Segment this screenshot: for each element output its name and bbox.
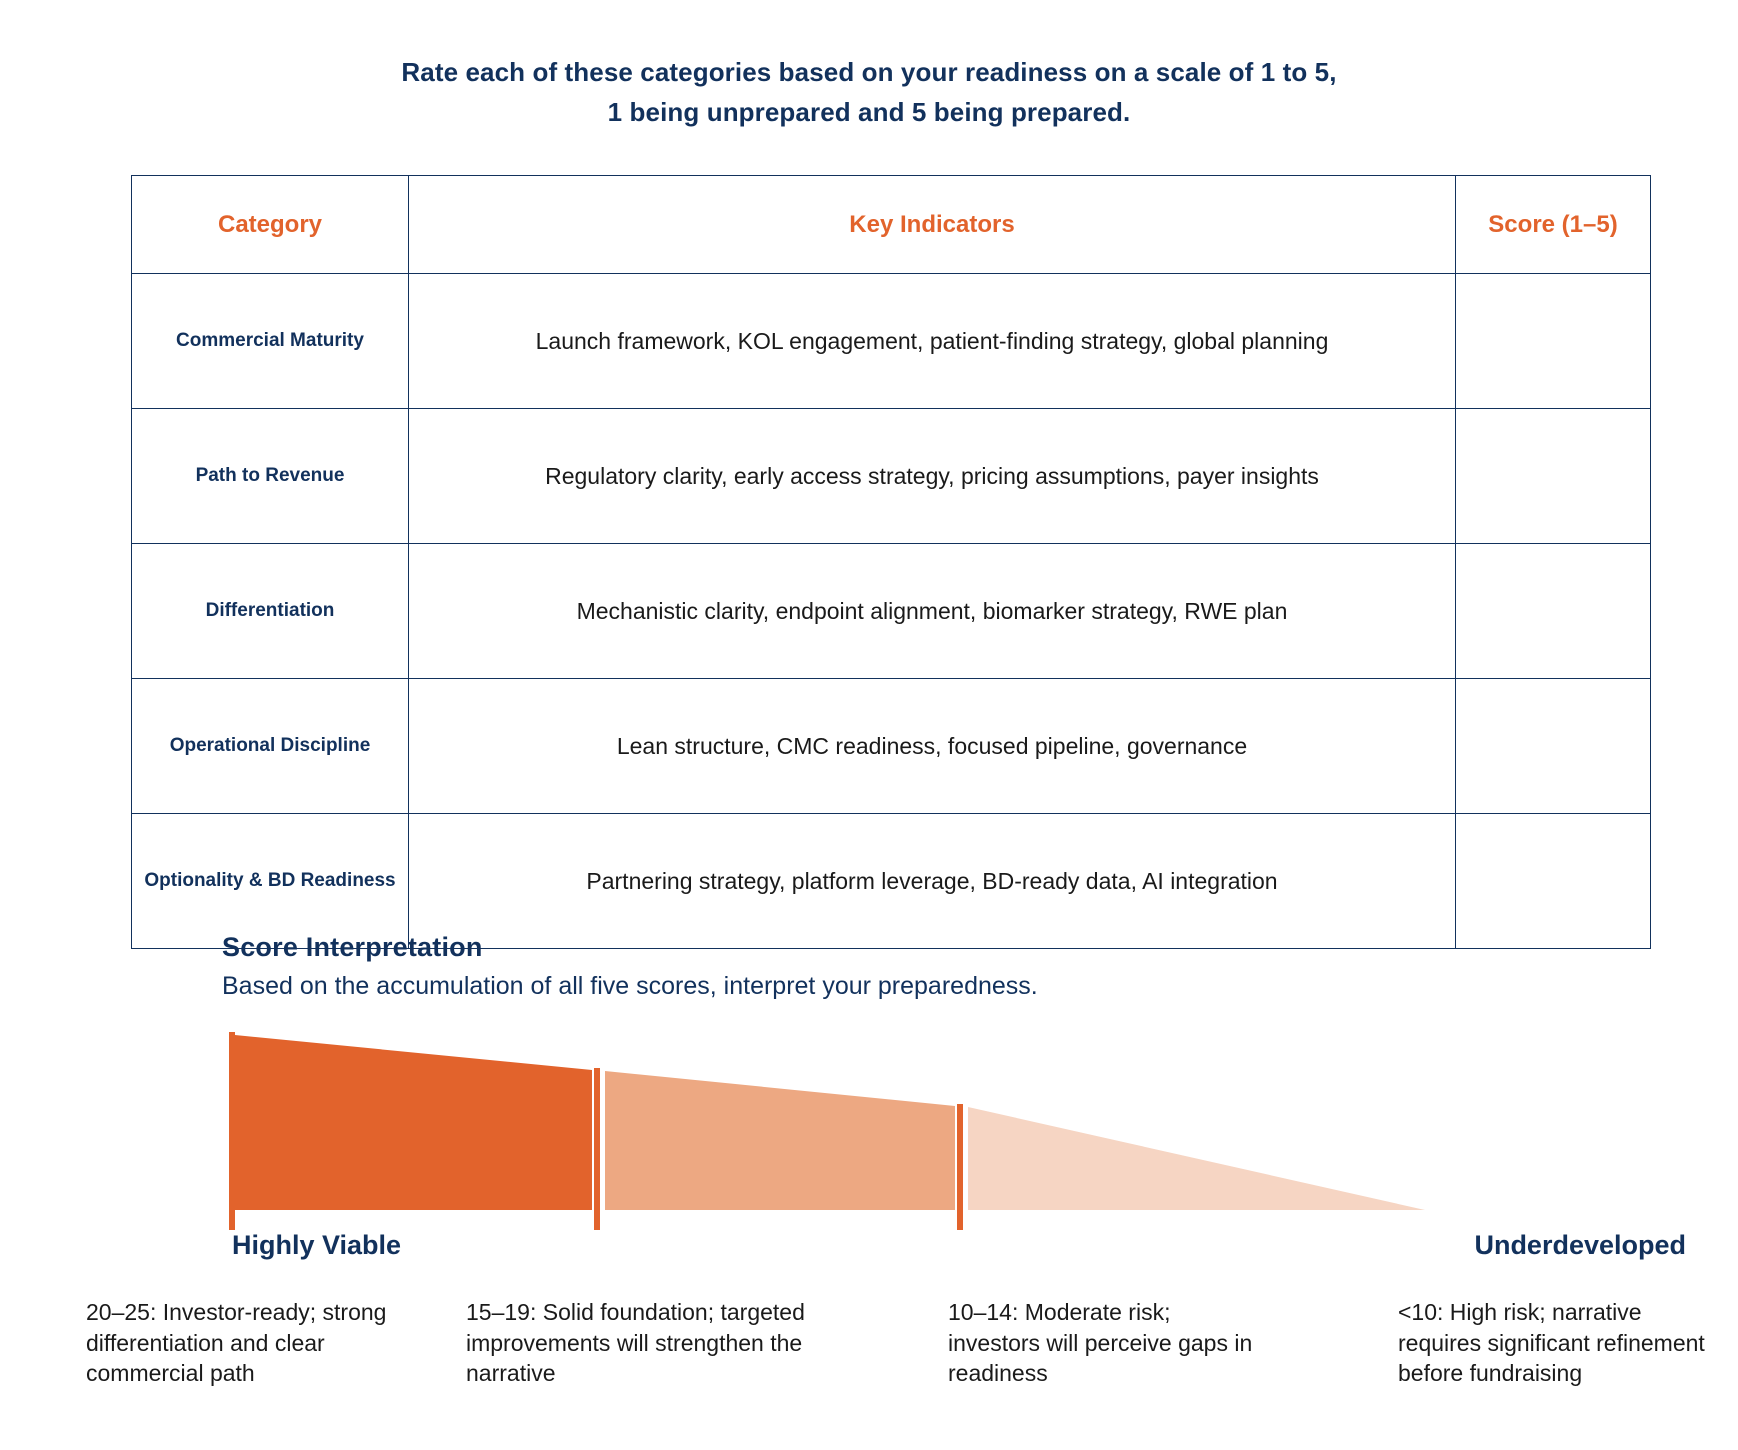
readiness-table — [131, 175, 1651, 949]
row-category: Differentiation — [132, 544, 409, 679]
table-row — [132, 544, 1651, 679]
row-category: Path to Revenue — [132, 409, 409, 544]
funnel-segment-highly-viable — [235, 1035, 592, 1210]
row-indicators: Partnering strategy, platform leverage, BD-ready data, AI integration — [409, 814, 1456, 949]
funnel-label-underdeveloped: Underdeveloped — [1474, 1230, 1686, 1260]
row-indicators: Launch framework, KOL engagement, patient-finding strategy, global planning — [409, 274, 1456, 409]
funnel-label-highly-viable: Highly Viable — [232, 1230, 402, 1260]
band-description-2: 15–19: Solid foundation; targeted improvements will strengthen the narrative — [466, 1299, 805, 1387]
page-title-line2: 1 being unprepared and 5 being prepared. — [607, 97, 1131, 128]
funnel-segment-moderate-risk — [968, 1107, 1425, 1210]
row-category: Operational Discipline — [132, 679, 409, 814]
row-score-input[interactable] — [1456, 274, 1651, 409]
row-category: Optionality & BD Readiness — [132, 814, 409, 949]
table-row — [132, 274, 1651, 409]
band-description-4: <10: High risk; narrative requires significant refinement before fundraising — [1398, 1299, 1705, 1387]
band-description-1: 20–25: Investor-ready; strong differentiation and clear commercial path — [86, 1299, 387, 1387]
row-score-input[interactable] — [1456, 409, 1651, 544]
score-interpretation-title: Score Interpretation — [222, 932, 483, 962]
page-title-line1: Rate each of these categories based on your readiness on a scale of 1 to 5, — [401, 57, 1337, 87]
table-header-row — [132, 176, 1651, 274]
score-interpretation-subtitle: Based on the accumulation of all five scores, interpret your preparedness. — [222, 972, 1038, 1000]
row-indicators: Lean structure, CMC readiness, focused pipeline, governance — [409, 679, 1456, 814]
funnel-tick-1 — [594, 1068, 600, 1230]
page-title — [0, 52, 1738, 133]
column-header-score: Score (1–5) — [1456, 176, 1651, 274]
row-score-input[interactable] — [1456, 544, 1651, 679]
table-row — [132, 679, 1651, 814]
row-score-input[interactable] — [1456, 814, 1651, 949]
funnel-segment-solid-foundation — [605, 1071, 955, 1210]
table-row — [132, 814, 1651, 949]
funnel-tick-start — [229, 1032, 235, 1230]
score-funnel-graphic — [0, 1010, 1738, 1230]
row-indicators: Regulatory clarity, early access strategy, pricing assumptions, payer insights — [409, 409, 1456, 544]
column-header-category: Category — [132, 176, 409, 274]
funnel-tick-2 — [957, 1104, 963, 1230]
column-header-key-indicators: Key Indicators — [409, 176, 1456, 274]
row-category: Commercial Maturity — [132, 274, 409, 409]
table-row — [132, 409, 1651, 544]
band-description-3: 10–14: Moderate risk; investors will perceive gaps in readiness — [948, 1299, 1253, 1387]
row-score-input[interactable] — [1456, 679, 1651, 814]
row-indicators: Mechanistic clarity, endpoint alignment, biomarker strategy, RWE plan — [409, 544, 1456, 679]
